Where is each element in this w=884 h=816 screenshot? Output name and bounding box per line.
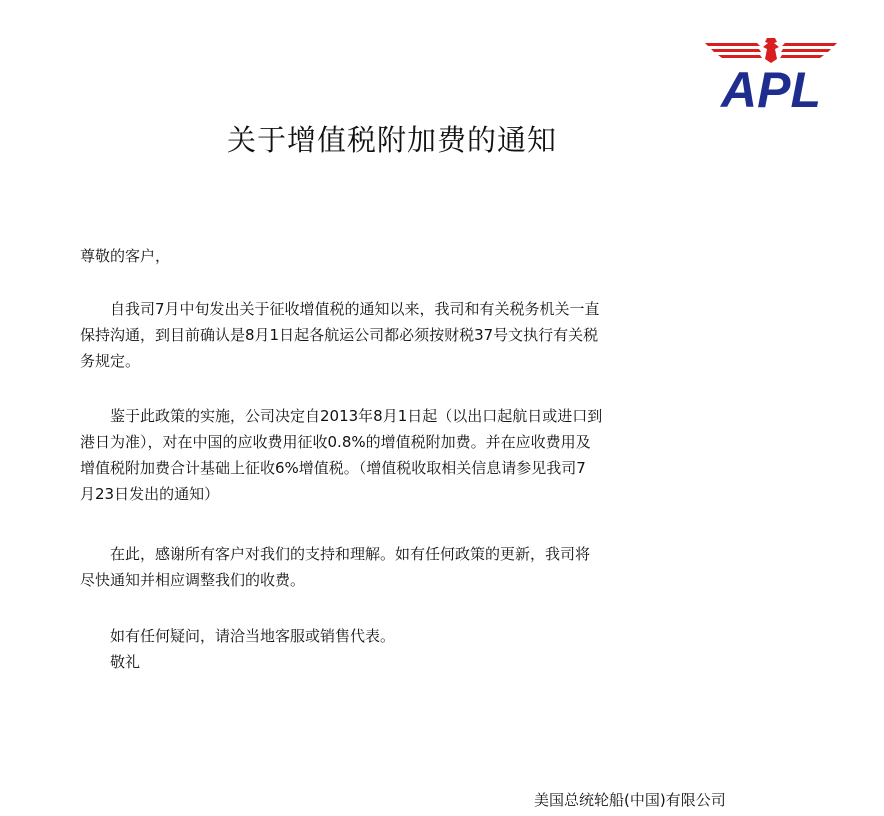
paragraph-line: 月23日发出的通知） [80,485,220,503]
paragraph-line: 自我司7月中旬发出关于征收增值税的通知以来，我司和有关税务机关一直 [110,300,600,318]
paragraph-1 [80,296,730,374]
paragraph-line: 增值税附加费合计基础上征收6%增值税。（增值税收取相关信息请参见我司7 [80,459,586,477]
regards: 敬礼 [110,653,141,671]
closing [80,623,730,675]
closing-line: 如有任何疑问，请洽当地客服或销售代表。 [110,627,396,645]
paragraph-line: 鉴于此政策的实施，公司决定自2013年8月1日起（以出口起航日或进口到 [110,407,603,425]
paragraph-line: 保持沟通，到目前确认是8月1日起各航运公司都必须按财税37号文执行有关税 [80,326,599,344]
page-title: 关于增值税附加费的通知 [226,123,557,157]
eagle-wing-logo-icon [705,37,837,109]
paragraph-3 [80,541,730,593]
paragraph-line: 在此，感谢所有客户对我们的支持和理解。如有任何政策的更新，我司将 [110,545,591,563]
company-signature: 美国总统轮船(中国)有限公司 [534,791,726,809]
salutation-text: 尊敬的客户， [80,247,171,265]
salutation [80,243,730,269]
paragraph-line: 务规定。 [80,352,141,370]
paragraph-line: 尽快通知并相应调整我们的收费。 [80,571,306,589]
apl-logo [705,37,837,109]
paragraph-2 [80,403,730,507]
paragraph-line: 港日为准），对在中国的应收费用征收0.8%的增值税附加费。并在应收费用及 [80,433,591,451]
logo-text: APL [721,62,821,109]
